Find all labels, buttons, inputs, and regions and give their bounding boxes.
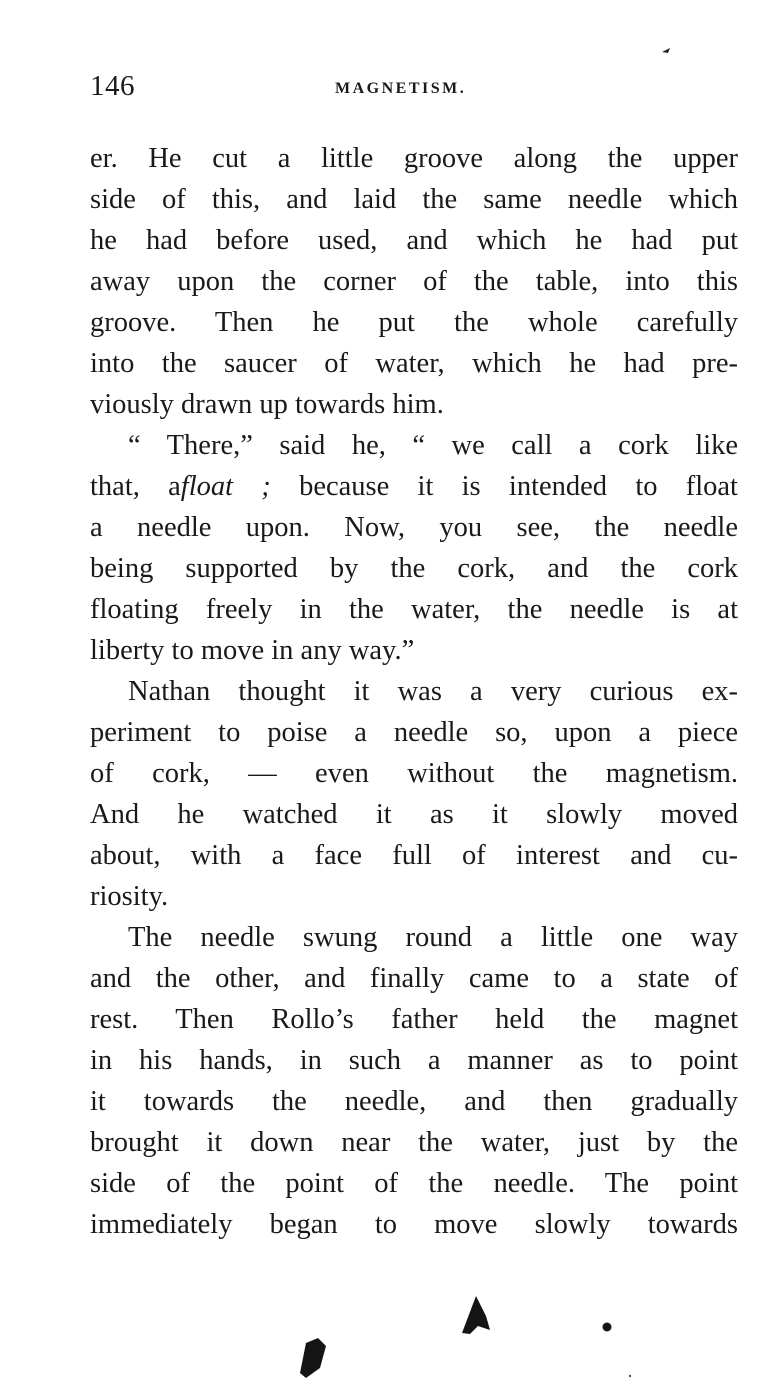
- text-line: The needle swung round a little one way: [128, 922, 738, 953]
- text-line: brought it down near the water, just by the: [90, 1127, 738, 1158]
- text-line: And he watched it as it slowly moved: [90, 799, 738, 830]
- running-head: MAGNETISM.: [335, 80, 467, 97]
- page-number: 146: [90, 70, 135, 102]
- page-header: [90, 70, 740, 110]
- text-line: about, with a face full of interest and cu-: [90, 840, 738, 871]
- text-line: er. He cut a little groove along the upper: [90, 143, 738, 174]
- text-line: [90, 466, 738, 507]
- text-line: side of the point of the needle. The point: [90, 1168, 738, 1199]
- ink-blot-icon: [462, 1296, 490, 1334]
- text-line: immediately began to move slowly towards: [90, 1209, 738, 1240]
- ink-speck-icon: [662, 48, 670, 53]
- text-fragment: because it is intended to float: [270, 471, 738, 502]
- text-fragment: that, a: [90, 471, 181, 502]
- text-line: into the saucer of water, which he had pre-: [90, 348, 738, 379]
- text-line: being supported by the cork, and the cork: [90, 553, 738, 584]
- text-line: riosity.: [90, 881, 169, 912]
- ink-dot-icon: [603, 1323, 612, 1332]
- text-line: rest. Then Rollo’s father held the magnet: [90, 1004, 738, 1035]
- italic-word: float ;: [180, 471, 271, 502]
- text-line: away upon the corner of the table, into this: [90, 266, 738, 297]
- text-line: he had before used, and which he had put: [90, 225, 738, 256]
- ink-dot-icon: [629, 1375, 631, 1377]
- text-line: Nathan thought it was a very curious ex-: [128, 676, 738, 707]
- text-line: groove. Then he put the whole carefully: [90, 307, 738, 338]
- text-line: and the other, and finally came to a state of: [90, 963, 738, 994]
- text-line: in his hands, in such a manner as to point: [90, 1045, 738, 1076]
- body-text: [90, 138, 738, 1245]
- text-line: liberty to move in any way.”: [90, 635, 415, 666]
- ink-blot-icon: [300, 1338, 326, 1378]
- text-line: “ There,” said he, “ we call a cork like: [128, 430, 738, 461]
- text-line: periment to poise a needle so, upon a piece: [90, 717, 738, 748]
- text-line: a needle upon. Now, you see, the needle: [90, 512, 738, 543]
- text-line: viously drawn up towards him.: [90, 389, 444, 420]
- text-line: of cork, — even without the magnetism.: [90, 758, 738, 789]
- text-line: floating freely in the water, the needle is at: [90, 594, 738, 625]
- text-line: side of this, and laid the same needle which: [90, 184, 738, 215]
- text-line: it towards the needle, and then gradually: [90, 1086, 738, 1117]
